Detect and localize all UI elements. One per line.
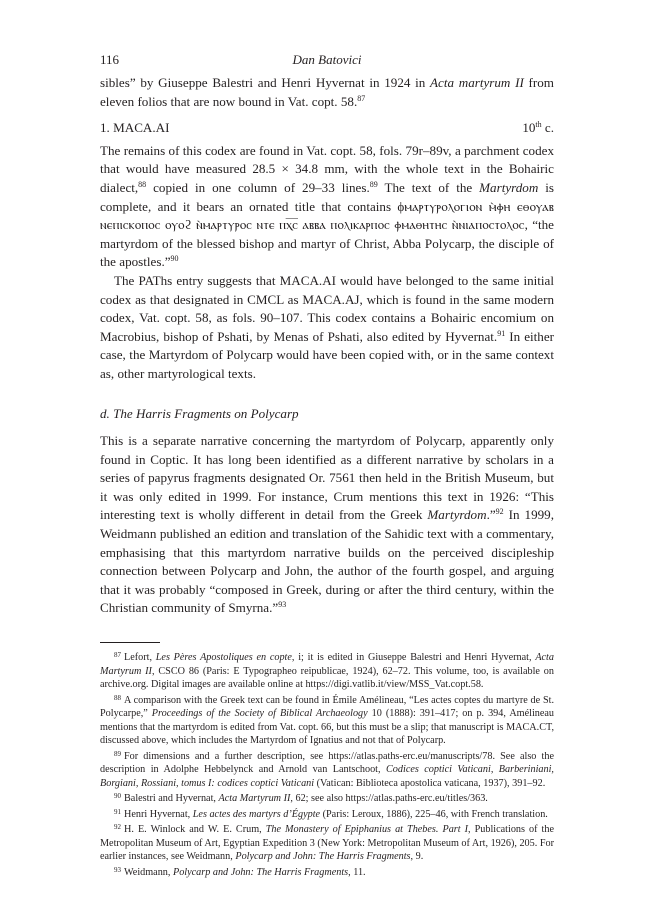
main-text — [100, 74, 554, 618]
page — [100, 52, 554, 879]
footnote-divider — [100, 642, 160, 643]
text: .” — [486, 507, 496, 523]
italic-title: Acta Martyrum II — [218, 793, 291, 805]
footnote-ref[interactable]: 91 — [497, 328, 506, 338]
italic-title: Martyrdom — [427, 507, 487, 523]
footnote-number: 87 — [114, 651, 121, 660]
text: Weidmann, — [124, 866, 173, 878]
text: copied in one column of 29–33 lines. — [146, 179, 370, 195]
text: is complete, and it bears an ornated title that contains — [100, 179, 554, 214]
italic-title: Acta Martyrum II — [100, 652, 554, 677]
text: , “the martyrdom of the blessed bishop and martyr of Christ, Abba Polycarp, the disciple of the apostles.” — [100, 217, 554, 270]
text: The remains of this codex are found in Vat. copt. 58, fols. 79r–89v, a parchment codex that would have measured 28.5 × 34.8 mm, with the whole text in the Bohairic dialect, — [100, 142, 554, 195]
italic-title: Les actes des martyrs d’Égypte — [192, 808, 321, 820]
footnote-ref[interactable]: 87 — [357, 93, 366, 103]
subsection-heading: d. The Harris Fragments on Polycarp — [100, 405, 299, 421]
italic-title: Les Pères Apostoliques en copte — [155, 652, 292, 664]
footnote-number: 89 — [114, 749, 121, 758]
footnote — [100, 649, 554, 692]
text: The PAThs entry suggests that MACA.AI would have belonged to the same initial codex as that designated in CMCL as MACA.AJ, which is found in the same modern codex, Vat. copt. 58, as fols. 90–107. This codex contains a Bohairic encomium on Macrobius, bishop of Pshati, by Menas of Pshati, also edited by Hyvernat. — [100, 272, 554, 344]
text: , i; it is edited in Giuseppe Balestri and Henri Hyvernat, — [291, 652, 536, 664]
text: 10 (1888): 391–417; on p. 394, Amélineau mentions that the martyrdom is edited from Vat. copt. 66, but this must be a slip; that manuscript is MACA.CT, discussed above, which includes the Martyrdom of Ignatius and not that of Polycarp. — [100, 708, 555, 747]
text: , CSCO 86 (Paris: E Typographeo reipublicae, 1924), 62–72. This volume, too, is available on archive.org. Digital images are available online at https://digi.vatlib.it/view/MSS_Vat.copt.58. — [100, 665, 554, 691]
footnote-number: 88 — [114, 693, 121, 702]
text: In either case, the Martyrdom of Polycarp would have been copied with, or in the same context as, other martyrological texts. — [100, 328, 554, 381]
paragraph — [100, 74, 554, 111]
page-header — [100, 52, 554, 74]
text: A comparison with the Greek text can be found in Émile Amélineau, “Les actes coptes du martyre de St. Polycarpe,” — [100, 694, 554, 720]
text: sibles” by Giuseppe Balestri and Henri Hyvernat in 1924 in — [100, 75, 431, 90]
italic-title: Martyrdom — [479, 179, 539, 195]
text: H. E. Winlock and W. E. Crum, — [124, 824, 266, 836]
paragraph — [100, 142, 554, 272]
footnote — [100, 821, 554, 864]
text: (Vatican: Biblioteca apostolica vaticana, 1937), 391–92. — [314, 777, 546, 789]
footnote-ref[interactable]: 90 — [170, 254, 179, 264]
italic-title: Polycarp and John: The Harris Fragments — [235, 851, 411, 863]
footnotes — [100, 649, 554, 879]
entry-label: 1. MACA.AI — [100, 120, 170, 136]
text: For dimensions and a further description, see https://atlas.paths-erc.eu/manuscripts/78. See also the description in Adolphe Hebbelynck and Arnold van Lantschoot, — [100, 750, 554, 776]
date-suffix: th — [535, 120, 542, 130]
date-number: 10 — [522, 120, 536, 136]
text: , 11. — [348, 866, 366, 878]
text: This is a separate narrative concerning the martyrdom of Polycarp, apparently only found in Coptic. It has long been identified as a different narrative by scholars in a series of papyrus fragments designated Or. 7561 then held in the British Museum, but it was only edited in 1999. For instance, Crum mentions this text in 1926: “This interesting text is wholly different in detail from the Greek — [100, 433, 554, 523]
footnote-number: 92 — [114, 823, 121, 832]
entry-date — [522, 119, 554, 138]
italic-title: The Monastery of Epiphanius at Thebes. Part I — [265, 824, 469, 836]
italic-title: Polycarp and John: The Harris Fragments — [172, 866, 349, 878]
page-number: 116 — [100, 52, 120, 67]
footnote-number: 91 — [114, 807, 121, 816]
text: Henri Hyvernat, — [124, 808, 193, 820]
italic-title: Codices coptici Vaticani, Barberiniani, Borgiani, Rossiani, tomus I: codices coptici Vaticani — [100, 764, 554, 789]
footnote-ref[interactable]: 89 — [369, 179, 378, 189]
footnote-number: 90 — [114, 792, 121, 801]
italic-title: Acta martyrum II — [430, 75, 524, 90]
text: , Publications of the Metropolitan Museum of Art, Egyptian Expedition 3 (New York: Metropolitan Museum of Art, 1926), 205. For earlier instances, see Weidmann, — [100, 824, 554, 863]
text: The text of the — [377, 179, 480, 195]
text: Balestri and Hyvernat, — [124, 793, 219, 805]
italic-title: Proceedings of the Society of Biblical Archaeology — [151, 708, 368, 720]
footnote-number: 93 — [114, 865, 121, 874]
text: from eleven folios that are now bound in Vat. copt. 58. — [100, 75, 554, 109]
text: (Paris: Leroux, 1886), 225–46, with French translation. — [320, 808, 548, 820]
footnote — [100, 806, 554, 822]
footnote — [100, 790, 554, 806]
footnote-ref[interactable]: 93 — [278, 600, 287, 610]
footnote — [100, 748, 554, 791]
paragraph — [100, 272, 554, 384]
text: , 9. — [410, 851, 424, 863]
coptic-title: ϕⲙⲁⲣⲧⲩⲣⲟⲗⲟⲅⲓⲟⲛ ⲙ̀ⲫⲏ ⲉⲑⲟⲩⲁⲃ ⲛⲉⲡⲓⲥⲕⲟⲡⲟⲥ ⲟⲩⲟϩ ⲛ̀ⲙⲁⲣⲧⲩⲣⲟⲥ ⲛⲧⲉ ⲡⲭ̅ⲥ̅ ⲁⲃⲃⲁ ⲡⲟⲗⲓⲕⲁⲣⲡⲟⲥ ⲫⲙⲁⲑⲏⲧⲏⲥ ⲛ̀ⲛⲓⲁⲡⲟⲥⲧⲟⲗⲟⲥ — [100, 198, 554, 233]
footnote — [100, 692, 554, 748]
entry-heading — [100, 119, 554, 138]
date-tail: c. — [541, 120, 554, 136]
text: In 1999, Weidmann published an edition and translation of the Sahidic text with a commentary, emphasising that this martyrdom narrative builds on the perceived discipleship connection between Polycarp and John, the author of the fourth gospel, and arguing that it was probably “composed in Greek, during or after the third century, within the Christian community of Smyrna.” — [100, 507, 554, 616]
paragraph — [100, 432, 554, 618]
footnote — [100, 864, 554, 880]
text: , 62; see also https://atlas.paths-erc.eu/titles/363. — [290, 793, 488, 805]
text: Lefort, — [124, 652, 156, 664]
footnote-ref[interactable]: 92 — [495, 507, 504, 517]
running-head: Dan Batovici — [292, 52, 362, 67]
footnote-ref[interactable]: 88 — [138, 179, 147, 189]
